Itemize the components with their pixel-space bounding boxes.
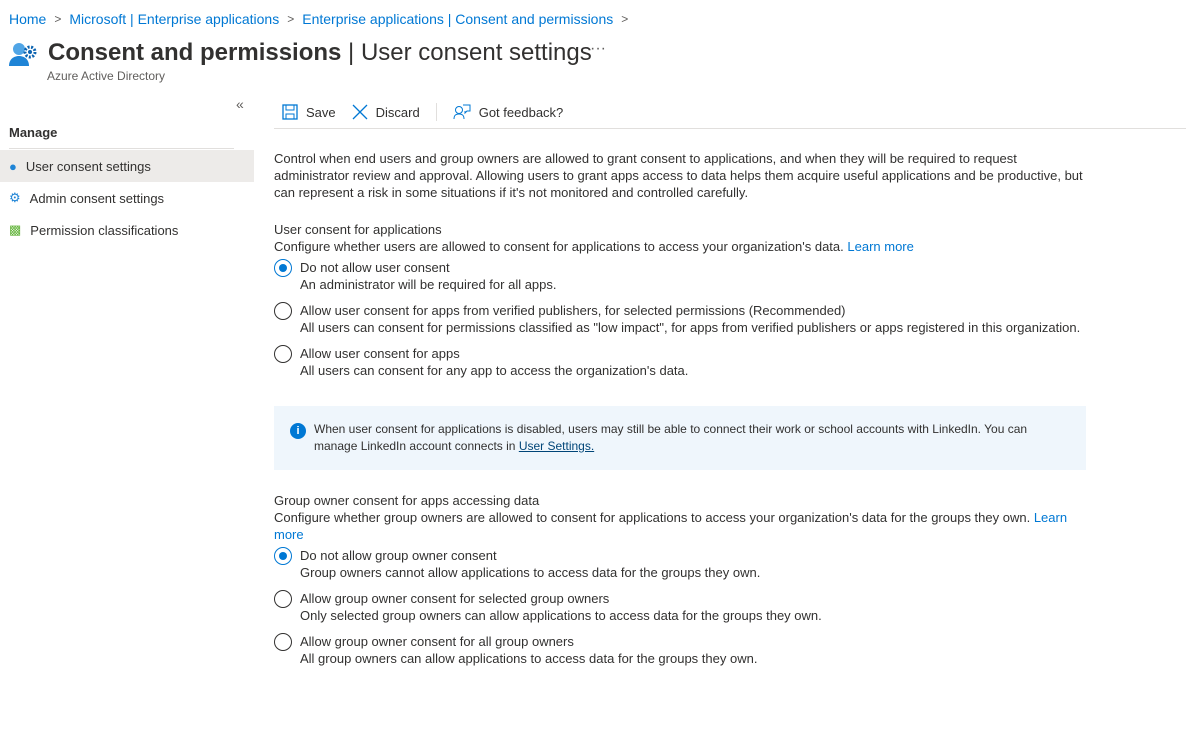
radio-button[interactable] — [274, 547, 292, 565]
divider — [9, 148, 234, 149]
user-gear-icon: ● — [9, 158, 17, 174]
option-description: Only selected group owners can allow applications to access data for the groups they own. — [300, 608, 822, 623]
radio-button[interactable] — [274, 345, 292, 363]
hierarchy-icon: ▩ — [9, 222, 22, 237]
intro-text: Control when end users and group owners are allowed to grant consent to applications, and when they will be required to request administrator review and approval. Allowing users to grant apps access to data helps them acquire useful applications and be productive, but can represent a risk in some situations if it's not monitored and controlled carefully. — [274, 151, 1083, 200]
sidebar-item-permission-classifications[interactable]: ▩ Permission classifications — [9, 222, 179, 238]
radio-option[interactable] — [274, 633, 1086, 667]
radio-option[interactable] — [274, 547, 1086, 581]
divider — [436, 103, 437, 121]
option-label: Do not allow group owner consent — [300, 548, 497, 563]
breadcrumb-home[interactable]: Home — [9, 11, 47, 27]
chevron-right-icon: > — [287, 12, 295, 26]
option-description: All group owners can allow applications to access data for the groups they own. — [300, 651, 758, 666]
page-header — [8, 38, 592, 68]
section-manage: Manage — [9, 125, 58, 140]
radio-option[interactable] — [274, 302, 1086, 336]
radio-option[interactable] — [274, 345, 1086, 379]
user-settings-link[interactable]: User Settings. — [518, 439, 595, 453]
breadcrumb — [9, 11, 628, 27]
feedback-button[interactable]: Got feedback? — [453, 104, 564, 120]
radio-button[interactable] — [274, 633, 292, 651]
collapse-sidebar-icon[interactable]: « — [236, 96, 244, 112]
discard-button[interactable]: Discard — [352, 104, 420, 120]
info-icon: i — [290, 423, 306, 439]
learn-more-link[interactable]: Learn more — [274, 510, 1068, 542]
option-label: Allow user consent for apps — [300, 346, 460, 361]
toolbar — [274, 96, 1186, 129]
option-description: All users can consent for permissions classified as "low impact", for apps from verified publishers or apps registered in this organization. — [300, 320, 1081, 335]
option-description: All users can consent for any app to access the organization's data. — [300, 363, 689, 378]
main-content — [274, 150, 1086, 667]
radio-button[interactable] — [274, 590, 292, 608]
breadcrumb-enterprise-apps[interactable]: Microsoft | Enterprise applications — [69, 11, 280, 27]
option-label: Allow group owner consent for selected group owners — [300, 591, 610, 606]
group-consent-description: Configure whether group owners are allowed to consent for applications to access your organization's data for the groups they own. Learn more — [274, 510, 1068, 542]
user-settings-icon — [8, 38, 38, 68]
radio-option[interactable] — [274, 259, 1086, 293]
sidebar-nav — [0, 150, 254, 246]
gear-icon: ⚙ — [9, 190, 21, 205]
option-description: An administrator will be required for all apps. — [300, 277, 557, 292]
page-title: Consent and permissions | User consent settings — [48, 39, 592, 66]
info-banner: i When user consent for applications is disabled, users may still be able to connect their work or school accounts with LinkedIn. You can manage LinkedIn account connects in User Settings. — [274, 406, 1086, 470]
option-label: Allow group owner consent for all group owners — [300, 634, 574, 649]
chevron-right-icon: > — [621, 12, 629, 26]
sidebar-item-user-consent[interactable]: ● User consent settings — [0, 150, 254, 182]
radio-button[interactable] — [274, 259, 292, 277]
save-button[interactable]: Save — [282, 104, 336, 120]
chevron-right-icon: > — [54, 12, 62, 26]
option-label: Allow user consent for apps from verified publishers, for selected permissions (Recommended) — [300, 303, 846, 318]
feedback-icon — [453, 104, 471, 120]
save-icon — [282, 104, 298, 120]
group-consent-heading: Group owner consent for apps accessing data — [274, 493, 540, 508]
service-name: Azure Active Directory — [47, 69, 166, 83]
user-consent-heading: User consent for applications — [274, 222, 442, 237]
user-consent-description: Configure whether users are allowed to consent for applications to access your organization's data. Learn more — [274, 239, 914, 254]
option-description: Group owners cannot allow applications to access data for the groups they own. — [300, 565, 761, 580]
option-label: Do not allow user consent — [300, 260, 450, 275]
more-icon[interactable]: ··· — [590, 40, 606, 57]
breadcrumb-consent[interactable]: Enterprise applications | Consent and permissions — [302, 11, 614, 27]
sidebar-item-admin-consent[interactable]: ⚙ Admin consent settings — [9, 190, 165, 206]
radio-option[interactable] — [274, 590, 1086, 624]
learn-more-link[interactable]: Learn more — [847, 239, 914, 254]
close-icon — [352, 104, 368, 120]
radio-button[interactable] — [274, 302, 292, 320]
